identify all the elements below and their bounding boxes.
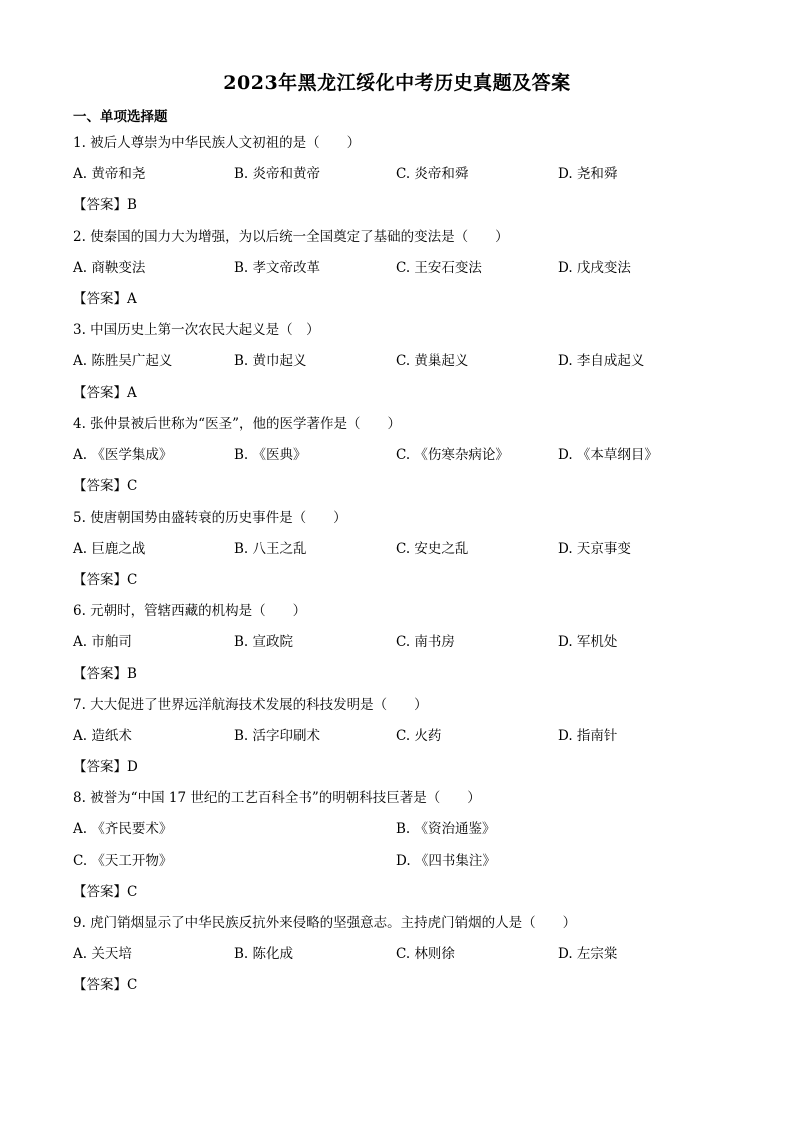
answer: 【答案】A	[73, 385, 137, 401]
question-stem: 2. 使秦国的国力大为增强，为以后统一全国奠定了基础的变法是（ ）	[73, 229, 509, 245]
question-stem: 9. 虎门销烟显示了中华民族反抗外来侵略的坚强意志。主持虎门销烟的人是（ ）	[73, 915, 577, 931]
option: C. 南书房	[396, 634, 455, 650]
option: C. 火药	[396, 728, 442, 744]
option: B. 孝文帝改革	[234, 260, 321, 276]
option: B. 活字印刷术	[234, 728, 321, 744]
option: B. 陈化成	[234, 946, 294, 962]
option: D. 戊戌变法	[558, 260, 631, 276]
answer: 【答案】A	[73, 291, 137, 307]
question-stem: 5. 使唐朝国势由盛转衰的历史事件是（ ）	[73, 510, 347, 526]
option: D. 李自成起义	[558, 353, 645, 369]
page-title: 2023年黑龙江绥化中考历史真题及答案	[223, 72, 571, 94]
answer: 【答案】D	[73, 759, 138, 775]
option: D. 尧和舜	[558, 166, 618, 182]
question-stem: 8. 被誉为“中国 17 世纪的工艺百科全书”的明朝科技巨著是（ ）	[73, 790, 481, 806]
question-stem: 7. 大大促进了世界远洋航海技术发展的科技发明是（ ）	[73, 697, 428, 713]
question-stem: 1. 被后人尊崇为中华民族人文初祖的是（ ）	[73, 135, 361, 151]
answer: 【答案】B	[73, 197, 137, 213]
answer: 【答案】B	[73, 666, 137, 682]
option: B. 八王之乱	[234, 541, 307, 557]
question-stem: 6. 元朝时，管辖西藏的机构是（ ）	[73, 603, 307, 619]
option: D. 《本草纲目》	[558, 447, 658, 463]
option: D. 军机处	[558, 634, 618, 650]
option: B. 黄巾起义	[234, 353, 307, 369]
answer: 【答案】C	[73, 572, 138, 588]
option: B. 《资治通鉴》	[396, 821, 496, 837]
answer: 【答案】C	[73, 478, 138, 494]
option: C. 《伤寒杂病论》	[396, 447, 509, 463]
option: A. 黄帝和尧	[73, 166, 146, 182]
section-title: 一、单项选择题	[73, 109, 168, 125]
option: A. 《齐民要术》	[73, 821, 173, 837]
option: A. 《医学集成》	[73, 447, 173, 463]
option: C. 《天工开物》	[73, 853, 173, 869]
option: D. 天京事变	[558, 541, 631, 557]
option: A. 造纸术	[73, 728, 132, 744]
option: C. 安史之乱	[396, 541, 469, 557]
option: A. 商鞅变法	[73, 260, 146, 276]
option: C. 王安石变法	[396, 260, 482, 276]
option: B. 《医典》	[234, 447, 307, 463]
answer: 【答案】C	[73, 884, 138, 900]
option: A. 市舶司	[73, 634, 132, 650]
option: C. 林则徐	[396, 946, 455, 962]
option: A. 巨鹿之战	[73, 541, 146, 557]
option: A. 陈胜吴广起义	[73, 353, 173, 369]
option: B. 宣政院	[234, 634, 294, 650]
question-stem: 4. 张仲景被后世称为“医圣”，他的医学著作是（ ）	[73, 416, 401, 432]
option: C. 炎帝和舜	[396, 166, 469, 182]
option: B. 炎帝和黄帝	[234, 166, 321, 182]
option: A. 关天培	[73, 946, 132, 962]
option: D. 左宗棠	[558, 946, 618, 962]
option: C. 黄巢起义	[396, 353, 469, 369]
option: D. 指南针	[558, 728, 618, 744]
question-stem: 3. 中国历史上第一次农民大起义是（ ）	[73, 322, 320, 338]
option: D. 《四书集注》	[396, 853, 496, 869]
answer: 【答案】C	[73, 977, 138, 993]
